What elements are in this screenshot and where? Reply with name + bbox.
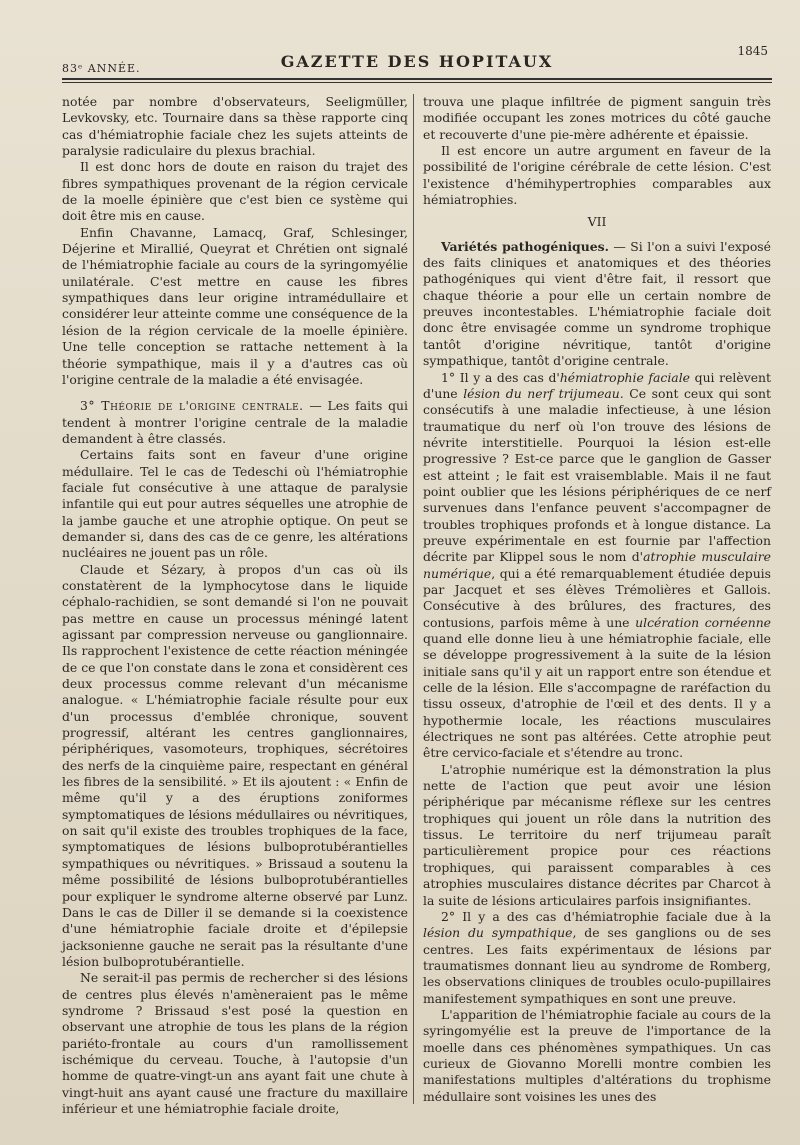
right-column — [423, 94, 771, 1105]
italic-term: atrophie musculaire numérique — [423, 549, 771, 581]
text-run: 2° Il y a des cas d'hémiatrophie faciale due à la — [441, 908, 771, 924]
paragraph — [423, 909, 771, 1007]
paragraph-text: — Si l'on a suivi l'exposé des faits cliniques et anatomiques et des théories pathogéniques qui vient d'être fait, il ressort que chaque théorie a pour elle un certain nombre de preuves incontestables. L'hémiatrophie faciale doit donc être envisagée comme un syndrome trophique tantôt d'origine névritique, tantôt d'origine sympathique, tantôt d'origine centrale. — [423, 238, 771, 369]
paragraph: notée par nombre d'observateurs, Seeligmüller, Levkovsky, etc. Tournaire dans sa thèse rapporte cinq cas d'hémiatrophie faciale chez les sujets atteints de paralysie radiculaire du plexus brachial. — [62, 94, 408, 159]
volume-label: 83ᵉ ANNÉE. — [62, 62, 141, 75]
paragraph: Claude et Sézary, à propos d'un cas où ils constatèrent de la lymphocytose dans le liquide céphalo-rachidien, se sont demandé si l'on ne pouvait pas mettre en cause un processus méningé latent agissant par compression nerveuse ou ganglionnaire. Ils rapprochent l'existence de cette réaction méningée de ce que l'on constate dans le zona et considèrent ces deux processus comme relevant d'un mécanisme analogue. « L'hémiatrophie faciale résulte pour eux d'un processus d'emblée chronique, souvent progressif, altérant les centres ganglionnaires, périphériques, vasomoteurs, trophiques, sécrétoires des nerfs de la cinquième paire, respectant en général les fibres de la sensibilité. » Et ils ajoutent : « Enfin de même qu'il y a des éruptions zoniformes symptomatiques de lésions médullaires ou névritiques, on sait qu'il existe des troubles trophiques de la face, symptomatiques de lésions bulboprotubérantielles sympathiques ou névritiques. » Brissaud a soutenu la même possibilité de lésions bulboprotubérantielles pour expliquer le syndrome alterne observé par Lunz. Dans le cas de Diller il se demande si la coexistence d'une hémiatrophie faciale droite et d'épilepsie jacksonienne gauche ne serait pas la résultante d'une lésion bulboprotubérantielle. — [62, 561, 408, 969]
italic-term: lésion du sympathique — [423, 925, 573, 941]
paragraph: L'atrophie numérique est la démonstration la plus nette de l'action que peut avoir une lésion périphérique par mécanisme réflexe sur les centres trophiques qui jouent un rôle dans la nutrition des tissus. Le territoire du nerf trijumeau paraît particulièrement propice pour ces réactions trophiques, qui paraissent comparables à ces atrophies musculaires distance décrites par Charcot à la suite de lésions articulaires parfois insignifiantes. — [423, 761, 771, 908]
paragraph: Il est donc hors de doute en raison du trajet des fibres sympathiques provenant de la région cervicale de la moelle épinière que c'est bien ce système qui doit être mis en cause. — [62, 159, 408, 224]
paragraph: Enfin Chavanne, Lamacq, Graf, Schlesinger, Déjerine et Mirallié, Queyrat et Chrétien ont signalé de l'hémiatrophie faciale au cours de la syringomyélie unilatérale. C'est mettre en cause les fibres sympathiques dans leur origine intramédullaire et considérer leur atteinte comme une conséquence de la lésion de la région cervicale de la moelle épinière. Une telle conception se rattache nettement à la théorie sympathique, mais il y a d'autres cas où l'origine centrale de la maladie a été envisagée. — [62, 224, 408, 387]
italic-term: lésion du nerf trijumeau — [463, 385, 620, 401]
text-run: 1° Il y a des cas d' — [441, 369, 560, 385]
column-separator — [413, 94, 414, 1104]
section-number: VII — [587, 214, 607, 230]
paragraph: trouva une plaque infiltrée de pigment sanguin très modifiée occupant les zones motrices du côté gauche et recouverte d'une pie-mère adhérente et épaissie. — [423, 94, 771, 142]
header-rule — [62, 78, 772, 83]
paragraph-text: — Les faits qui tendent à montrer l'origine centrale de la maladie demandent à être classés. — [62, 398, 408, 446]
text-run: qui relèvent d'une — [423, 369, 771, 401]
section-heading: 3° Théorie de l'origine centrale. — [80, 398, 304, 414]
paragraph: Il est encore un autre argument en faveur de la possibilité de l'origine cérébrale de cette lésion. C'est l'existence d'hémihypertrophies comparables aux hémiatrophies. — [423, 143, 771, 208]
text-run: quand elle donne lieu à une hémiatrophie faciale, elle se développe progressivement à la suite de la lésion initiale sans qu'il y ait un rapport entre son étendue et celle de la lésion. Elle s'accompagne de raréfaction du tissu osseux, d'atrophie de l'œil et des dents. Il y a hypothermie locale, les réactions musculaires électriques ne sont pas altérées. Cette atrophie peut être cervico-faciale et s'étendre au tronc. — [423, 631, 771, 761]
paragraph — [423, 370, 771, 762]
italic-term: ulcération cornéenne — [635, 614, 772, 630]
paragraph — [62, 398, 408, 447]
text-run: , de ses ganglions ou de ses centres. Les faits expérimentaux de lésions par traumatismes donnant lieu au syndrome de Romberg, les observations cliniques de troubles oculo-pupillaires manifestement sympathiques en sont une preuve. — [423, 925, 771, 1006]
paragraph — [423, 239, 771, 370]
text-run: , qui a été remarquablement étudiée depuis par Jacquet et ses élèves Trémolières et Gallois. Consécutive à des brûlures, des fractures, des contusions, parfois même à une — [423, 565, 771, 630]
section-heading: Variétés pathogéniques. — [441, 238, 609, 254]
left-column — [62, 94, 408, 1117]
page-number: 1845 — [737, 44, 768, 58]
paragraph: L'apparition de l'hémiatrophie faciale au cours de la syringomyélie est la preuve de l'importance de la moelle dans ces phénomènes sympathiques. Un cas curieux de Giovanno Morelli montre combien les manifestations multiples d'altérations du trophisme médullaire sont voisines les unes des — [423, 1006, 771, 1104]
paragraph: Ne serait-il pas permis de rechercher si des lésions de centres plus élevés n'amèneraient pas le même syndrome ? Brissaud s'est posé la question en observant une atrophie de tous les plans de la région pariéto-frontale au cours d'un ramollissement ischémique du cerveau. Touche, à l'autopsie d'un homme de quatre-vingt-un ans ayant fait une chute à vingt-huit ans ayant causé une fracture du maxillaire inférieur et une hémiatrophie faciale droite, — [62, 970, 408, 1116]
text-run: . Ce sont ceux qui sont consécutifs à une maladie infectieuse, à une lésion traumatique du nerf où l'on trouve des lésions de névrite interstitielle. Pourquoi la lésion est-elle progressive ? Est-ce parce que le ganglion de Gasser est atteint ; le fait est vraisemblable. Mais il ne faut point oublier que les lésions périphériques de ce nerf survenues dans l'enfance peuvent s'accompagner de troubles trophiques profonds et à longue distance. La preuve expérimentale en est fournie par l'affection décrite par Klippel sous le nom d' — [423, 385, 771, 565]
journal-title: GAZETTE DES HOPITAUX — [280, 52, 554, 71]
page-header — [62, 44, 772, 78]
italic-term: hémiatrophie faciale — [559, 369, 690, 385]
paragraph: Certains faits sont en faveur d'une origine médullaire. Tel le cas de Tedeschi où l'hémiatrophie faciale fut consécutive à une attaque de paralysie infantile qui eut pour autres séquelles une atrophie de la jambe gauche et une atrophie optique. On peut se demander si, dans des cas de ce genre, les altérations nucléaires ne jouent pas un rôle. — [62, 447, 408, 561]
spacer — [62, 388, 408, 398]
